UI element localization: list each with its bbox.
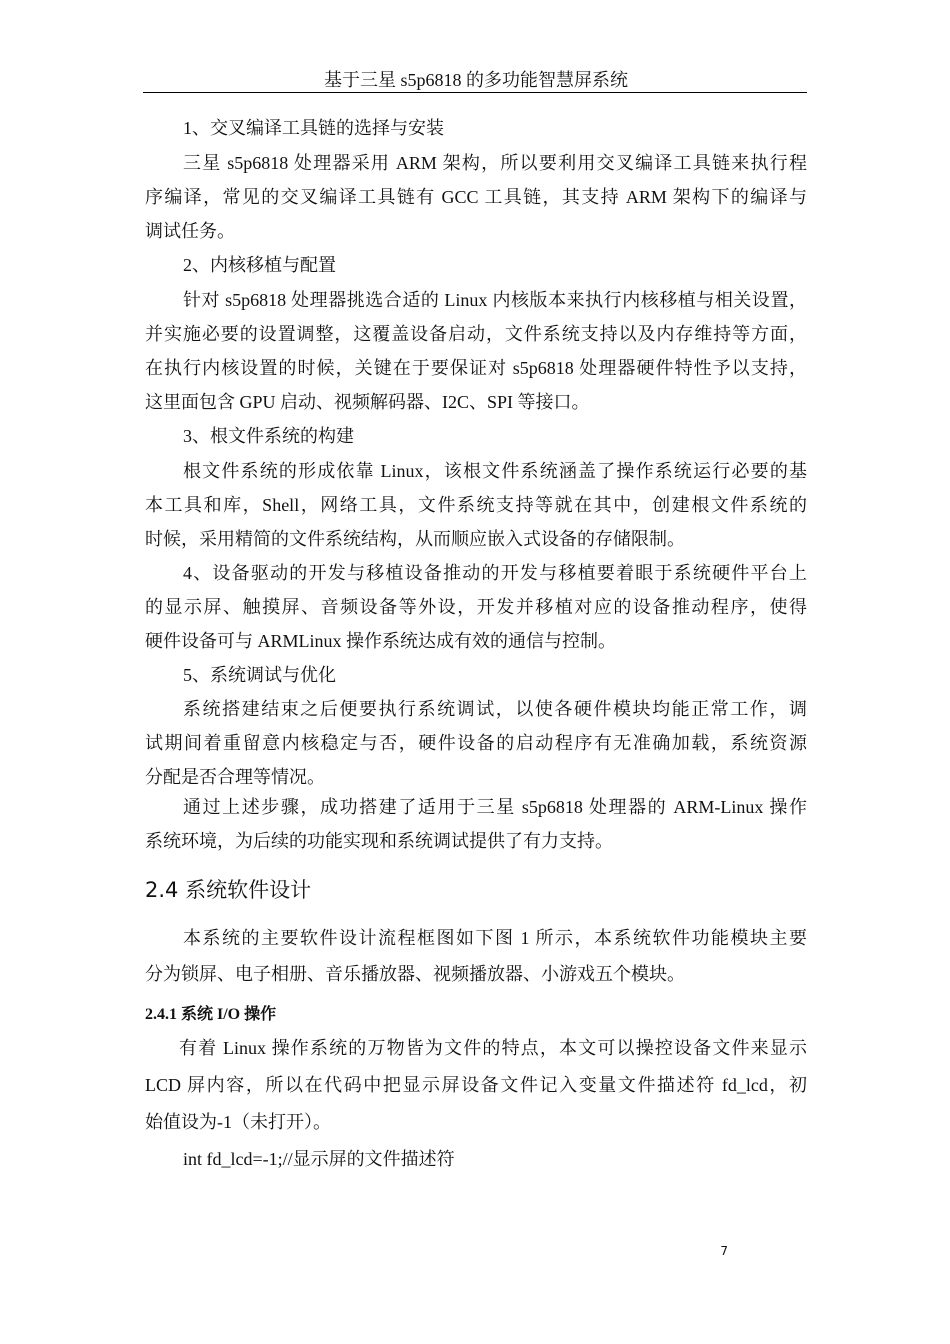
list-heading: 5、系统调试与优化 bbox=[183, 665, 336, 685]
list-heading: 2、内核移植与配置 bbox=[183, 255, 336, 275]
paragraph-line: 并实施必要的设置调整，这覆盖设备启动，文件系统支持以及内存维持等方面， bbox=[145, 324, 807, 344]
paragraph-line: 有着 Linux 操作系统的万物皆为文件的特点，本文可以操控设备文件来显示 bbox=[179, 1038, 807, 1058]
paragraph-line: 时候，采用精简的文件系统结构，从而顺应嵌入式设备的存储限制。 bbox=[145, 529, 685, 549]
paragraph-line: 的显示屏、触摸屏、音频设备等外设，开发并移植对应的设备推动程序，使得 bbox=[145, 597, 807, 617]
paragraph-line: 分配是否合理等情况。 bbox=[145, 767, 325, 787]
paragraph-line: 在执行内核设置的时候，关键在于要保证对 s5p6818 处理器硬件特性予以支持， bbox=[145, 358, 807, 378]
paragraph-line: 试期间着重留意内核稳定与否，硬件设备的启动程序有无准确加载，系统资源 bbox=[145, 733, 807, 753]
paragraph-line: 本系统的主要软件设计流程框图如下图 1 所示，本系统软件功能模块主要 bbox=[183, 928, 807, 948]
paragraph-line: LCD 屏内容，所以在代码中把显示屏设备文件记入变量文件描述符 fd_lcd，初 bbox=[145, 1075, 807, 1095]
list-heading: 1、交叉编译工具链的选择与安装 bbox=[183, 118, 444, 138]
running-header: 基于三星 s5p6818 的多功能智慧屏系统 bbox=[323, 70, 628, 90]
paragraph-line: 这里面包含 GPU 启动、视频解码器、I2C、SPI 等接口。 bbox=[145, 392, 590, 412]
paragraph-line: 三星 s5p6818 处理器采用 ARM 架构，所以要利用交叉编译工具链来执行程 bbox=[183, 153, 807, 173]
list-heading: 3、根文件系统的构建 bbox=[183, 426, 354, 446]
paragraph-line: 本工具和库，Shell，网络工具，文件系统支持等就在其中，创建根文件系统的 bbox=[145, 495, 807, 515]
paragraph-line: 分为锁屏、电子相册、音乐播放器、视频播放器、小游戏五个模块。 bbox=[145, 964, 685, 984]
paragraph-line: 通过上述步骤，成功搭建了适用于三星 s5p6818 处理器的 ARM-Linux 操作 bbox=[183, 797, 807, 817]
code-line: int fd_lcd=-1;//显示屏的文件描述符 bbox=[183, 1149, 455, 1169]
paragraph-line: 系统环境，为后续的功能实现和系统调试提供了有力支持。 bbox=[145, 831, 613, 851]
subsection-heading: 2.4.1 系统 I/O 操作 bbox=[145, 1006, 277, 1023]
paragraph-line: 始值设为-1（未打开）。 bbox=[145, 1112, 331, 1132]
paragraph-line: 针对 s5p6818 处理器挑选合适的 Linux 内核版本来执行内核移植与相关设置， bbox=[183, 290, 807, 310]
section-heading: 2.4 系统软件设计 bbox=[145, 878, 312, 902]
paragraph-line: 系统搭建结束之后便要执行系统调试，以使各硬件模块均能正常工作，调 bbox=[183, 699, 807, 719]
page-number: 7 bbox=[720, 1244, 728, 1258]
header-rule bbox=[143, 92, 807, 93]
paragraph-line: 序编译，常见的交叉编译工具链有 GCC 工具链，其支持 ARM 架构下的编译与 bbox=[145, 187, 807, 207]
paragraph-line: 4、设备驱动的开发与移植设备推动的开发与移植要着眼于系统硬件平台上 bbox=[183, 563, 807, 583]
paragraph-line: 根文件系统的形成依靠 Linux，该根文件系统涵盖了操作系统运行必要的基 bbox=[183, 461, 807, 481]
paragraph-line: 硬件设备可与 ARMLinux 操作系统达成有效的通信与控制。 bbox=[145, 631, 617, 651]
paragraph-line: 调试任务。 bbox=[145, 221, 235, 241]
